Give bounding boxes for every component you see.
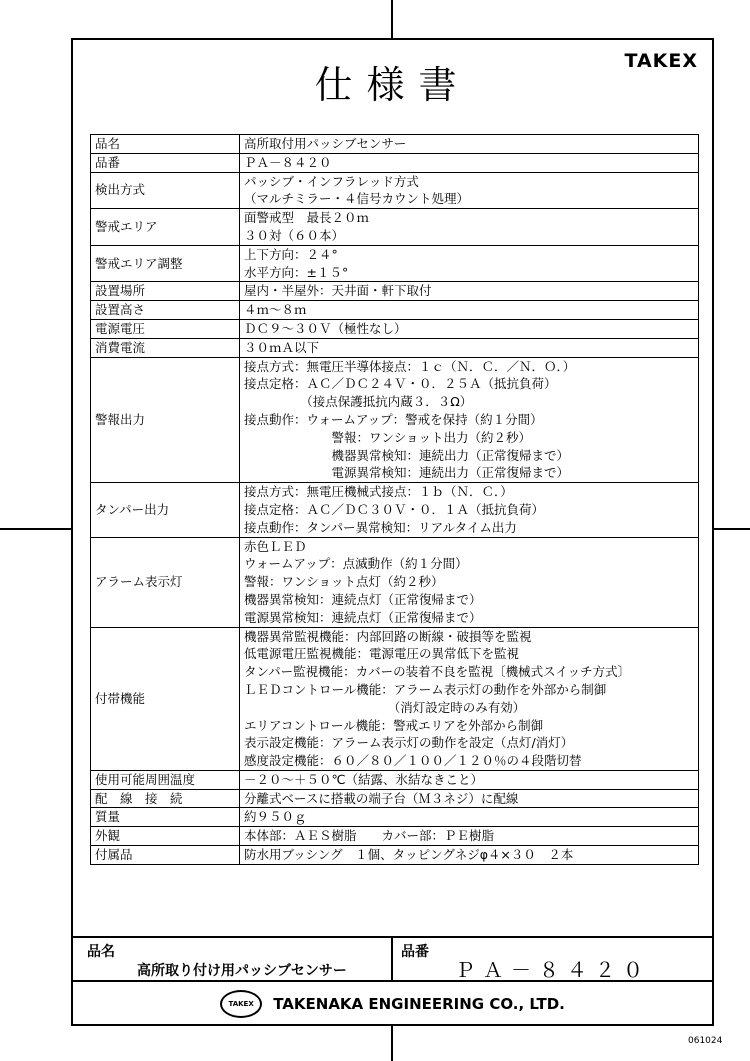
spec-key: 配 線 接 続 [91, 789, 240, 808]
spec-value-line: 警報：ワンショット出力（約２秒） [244, 429, 531, 445]
brand-logo: TAKEX [624, 50, 698, 72]
spec-value [240, 153, 699, 172]
spec-row [91, 135, 699, 154]
spec-key: 外観 [91, 827, 240, 846]
spec-row [91, 209, 699, 246]
spec-value-line: 分離式ベースに搭載の端子台（Ｍ３ネジ）に配線 [244, 790, 519, 806]
spec-value-line: エリアコントロール機能：警戒エリアを外部から制御 [244, 717, 544, 733]
spec-value-line: 接点動作：ウォームアップ：警戒を保持（約１分間） [244, 411, 543, 427]
spec-row [91, 827, 699, 846]
spec-value-line: ＬＥＤコントロール機能：アラーム表示灯の動作を外部から制御 [244, 681, 607, 697]
spec-value-line: 接点方式：無電圧機械式接点：１ｂ（Ｎ．Ｃ．） [244, 484, 513, 500]
spec-value-line: ウォームアップ：点滅動作（約１分間） [244, 556, 468, 572]
spec-row [91, 770, 699, 789]
spec-key: 検出方式 [91, 172, 240, 209]
spec-key: タンパー出力 [91, 483, 240, 537]
spec-value-line: 赤色ＬＥＤ [244, 538, 307, 554]
spec-value-line: 電源異常検知：連続点灯（正常復帰まで） [244, 609, 482, 625]
spec-value-line: 水平方向：±１５° [244, 264, 349, 280]
spec-key: 警報出力 [91, 357, 240, 483]
spec-value [240, 301, 699, 320]
spec-value-line: 防水用ブッシング １個、タッピングネジφ４×３０ ２本 [244, 847, 574, 863]
spec-value-line: 接点動作：タンパー異常検知：リアルタイム出力 [244, 519, 517, 535]
company-name: TAKENAKA ENGINEERING CO., LTD. [273, 995, 565, 1013]
spec-row [91, 301, 699, 320]
spec-key: 設置場所 [91, 282, 240, 301]
spec-value-line: 機器異常検知：連続出力（正常復帰まで） [244, 447, 570, 463]
spec-value-line: 屋内・半屋外：天井面・軒下取付 [244, 283, 432, 299]
spec-key: アラーム表示灯 [91, 537, 240, 627]
spec-value [240, 537, 699, 627]
document-number: 061024 [688, 1036, 723, 1046]
company-footer [73, 990, 712, 1018]
crop-mark-right [714, 528, 750, 530]
spec-value-line: 約９５０ｇ [244, 809, 307, 825]
spec-row [91, 808, 699, 827]
spec-row [91, 846, 699, 865]
spec-key: 設置高さ [91, 301, 240, 320]
spec-value-line: 接点定格：ＡＣ／ＤＣ２４Ｖ・０．２５Ａ（抵抗負荷） [244, 376, 557, 392]
spec-value [240, 483, 699, 537]
spec-value-line: ４ｍ～８ｍ [244, 302, 307, 318]
spec-value-line: 上下方向：２４° [244, 246, 338, 262]
spec-table [90, 134, 699, 865]
spec-row [91, 172, 699, 209]
spec-value-line: 電源異常検知：連続出力（正常復帰まで） [244, 465, 570, 481]
spec-row [91, 357, 699, 483]
spec-value [240, 846, 699, 865]
spec-row [91, 537, 699, 627]
spec-row [91, 282, 699, 301]
company-logo-icon: TAKEX [220, 990, 262, 1018]
spec-sheet-frame [71, 38, 714, 1026]
spec-value-line: 接点方式：無電圧半導体接点：１ｃ（Ｎ．Ｃ．／Ｎ．Ｏ．） [244, 358, 576, 374]
crop-mark-bottom [391, 1026, 393, 1061]
spec-value-line: 警報：ワンショット点灯（約２秒） [244, 574, 444, 590]
spec-key: 品番 [91, 153, 240, 172]
spec-value-line: ＰＡ－８４２０ [244, 154, 332, 170]
spec-key: 使用可能周囲温度 [91, 770, 240, 789]
spec-key: 警戒エリア調整 [91, 245, 240, 282]
spec-row [91, 319, 699, 338]
spec-value-line: （消灯設定時のみ有効） [244, 699, 526, 715]
spec-row [91, 153, 699, 172]
spec-value [240, 808, 699, 827]
spec-value-line: 機器異常検知：連続点灯（正常復帰まで） [244, 591, 482, 607]
spec-value-line: 表示設定機能：アラーム表示灯の動作を設定（点灯/消灯） [244, 735, 574, 751]
spec-value [240, 357, 699, 483]
spec-value [240, 135, 699, 154]
product-code-value: ＰＡ－８４２０ [455, 958, 651, 982]
crop-mark-left [0, 528, 71, 530]
spec-value-line: ＤＣ９～３０Ｖ（極性なし） [244, 320, 407, 336]
summary-divider [391, 938, 393, 980]
spec-value-line: タンパー監視機能：カバーの装着不良を監視〔機械式スイッチ方式〕 [244, 664, 631, 680]
spec-row [91, 789, 699, 808]
spec-value-line: パッシブ・インフラレッド方式 [244, 173, 419, 189]
spec-value-line: 機器異常監視機能：内部回路の断線・破損等を監視 [244, 628, 532, 644]
product-summary-box [73, 936, 712, 982]
spec-value-line: －２０～＋５０℃（結露、氷結なきこと） [244, 771, 484, 787]
spec-value [240, 209, 699, 246]
spec-value-line: （接点保護抵抗内蔵３．３Ω） [244, 394, 473, 410]
spec-value-line: 本体部：ＡＥＳ樹脂 カバー部：ＰＥ樹脂 [244, 828, 495, 844]
spec-row [91, 483, 699, 537]
crop-mark-top [391, 0, 393, 38]
spec-value-line: 接点定格：ＡＣ／ＤＣ３０Ｖ・０．１Ａ（抵抗負荷） [244, 501, 545, 517]
spec-key: 警戒エリア [91, 209, 240, 246]
spec-value [240, 172, 699, 209]
spec-value [240, 282, 699, 301]
spec-value-line: ３０対（６０本） [244, 227, 345, 243]
spec-value [240, 789, 699, 808]
spec-key: 品名 [91, 135, 240, 154]
spec-value-line: 高所取付用パッシブセンサー [244, 136, 407, 151]
spec-row [91, 245, 699, 282]
document-title: 仕様書 [314, 63, 471, 107]
spec-value [240, 338, 699, 357]
spec-value-line: 面警戒型 最長２０ｍ [244, 210, 370, 226]
spec-value [240, 827, 699, 846]
spec-row [91, 338, 699, 357]
product-name-value: 高所取り付け用パッシブセンサー [137, 963, 347, 979]
spec-value [240, 627, 699, 770]
spec-key: 消費電流 [91, 338, 240, 357]
spec-key: 付属品 [91, 846, 240, 865]
spec-value-line: ３０ｍＡ以下 [244, 339, 320, 355]
spec-value-line: 低電源電圧監視機能：電源電圧の異常低下を監視 [244, 646, 520, 662]
spec-key: 質量 [91, 808, 240, 827]
spec-value-line: 感度設定機能：６０／８０／１００／１２０％の４段階切替 [244, 753, 582, 769]
spec-key: 付帯機能 [91, 627, 240, 770]
spec-value [240, 319, 699, 338]
product-name-label: 品名 [87, 944, 115, 960]
spec-value [240, 770, 699, 789]
product-code-label: 品番 [401, 944, 429, 960]
spec-row [91, 627, 699, 770]
spec-value [240, 245, 699, 282]
spec-key: 電源電圧 [91, 319, 240, 338]
spec-value-line: （マルチミラー・４信号カウント処理） [244, 191, 470, 207]
